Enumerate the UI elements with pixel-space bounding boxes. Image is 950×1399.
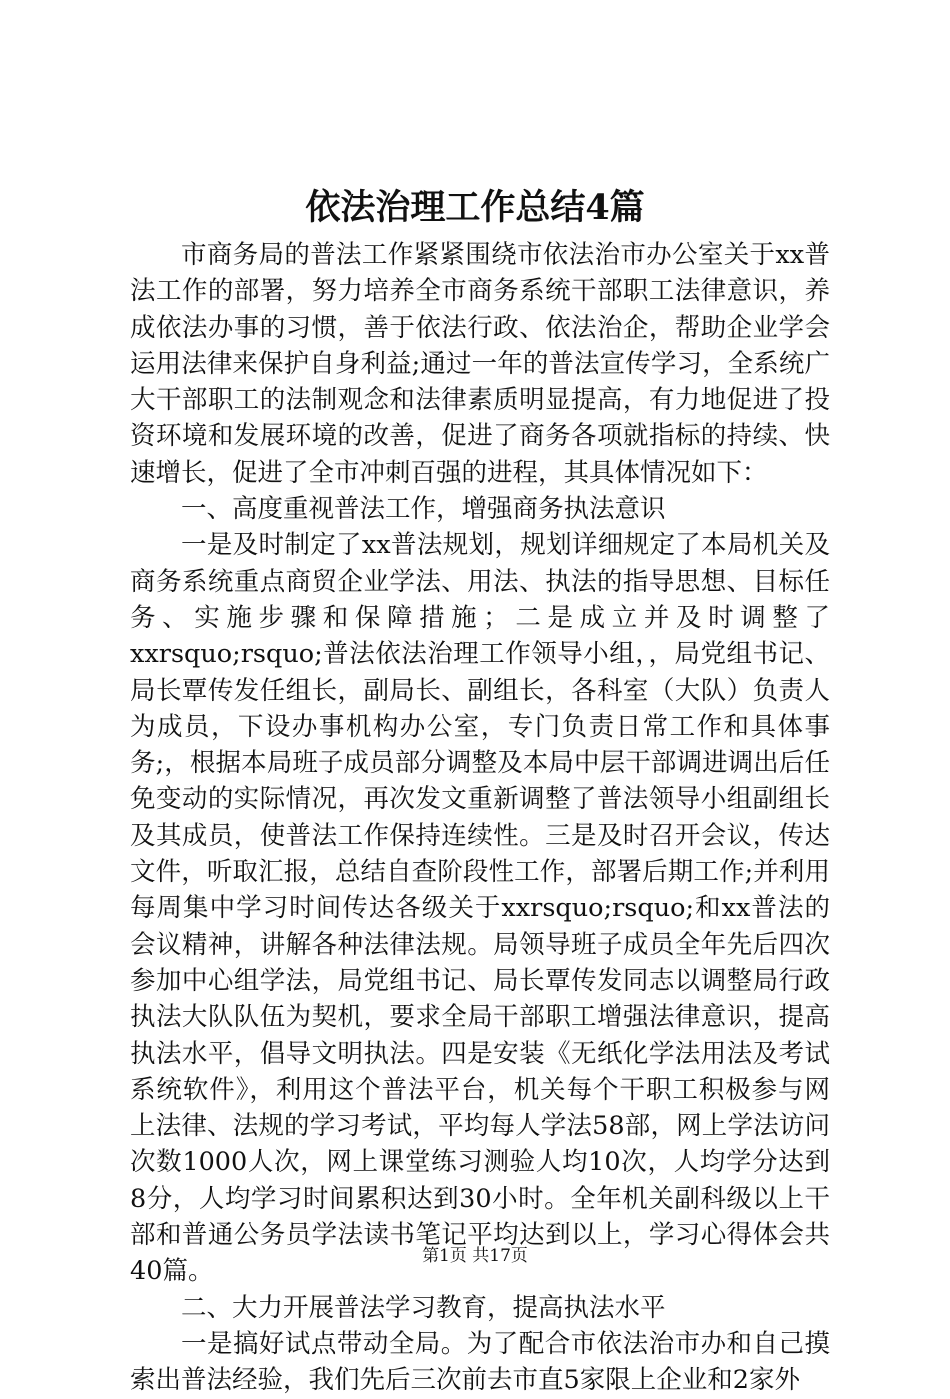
page-number-footer: 第1页 共17页 [422, 1246, 528, 1266]
document-body [130, 237, 830, 1399]
document-title: 依法治理工作总结4篇 [305, 187, 645, 228]
section-heading-2: 二、大力开展普法学习教育，提高执法水平 [181, 1292, 666, 1323]
body-paragraph-intro: 市商务局的普法工作紧紧围绕市依法治市办公室关于xx普法工作的部署，努力培养全市商务系统干部职工法律意识，养成依法办事的习惯，善于依法行政、依法治企，帮助企业学会运用法律来保护自身利益;通过一年的普法宣传学习，全系统广大干部职工的法制观念和法律素质明显提高，有力地促进了投资环境和发展环境的改善，促进了商务各项就指标的持续、快速增长，促进了全市冲刺百强的进程，其具体情况如下： [130, 240, 830, 488]
body-paragraph-section-1: 一是及时制定了xx普法规划，规划详细规定了本局机关及商务系统重点商贸企业学法、用法、执法的指导思想、目标任务、实施步骤和保障措施；二是成立并及时调整了xxrsquo;rsquo;普法依法治理工作领导小组，，局党组书记、局长覃传发任组长，副局长、副组长，各科室（大队）负责人为成员，下设办事机构办公室，专门负责日常工作和具体事务;，根据本局班子成员部分调整及本局中层干部调进调出后任免变动的实际情况，再次发文重新调整了普法领导小组副组长及其成员，使普法工作保持连续性。三是及时召开会议，传达文件，听取汇报，总结自查阶段性工作，部署后期工作;并利用每周集中学习时间传达各级关于xxrsquo;rsquo;和xx普法的会议精神，讲解各种法律法规。局领导班子成员全年先后四次参加中心组学法，局党组书记、局长覃传发同志以调整局行政执法大队队伍为契机，要求全局干部职工增强法律意识，提高执法水平，倡导文明执法。四是安装《无纸化学法用法及考试系统软件》，利用这个普法平台，机关每个干职工积极参与网上法律、法规的学习考试，平均每人学法58部，网上学法访问次数1000人次，网上课堂练习测验人均10次，人均学分达到8分，人均学习时间累积达到30小时。全年机关副科级以上干部和普通公务员学法读书笔记平均达到以上，学习心得体会共40篇。 [130, 530, 830, 1287]
body-paragraph-section-2: 一是搞好试点带动全局。为了配合市依法治市办和自己摸索出普法经验，我们先后三次前去市直5家限上企业和2家外 [130, 1328, 830, 1396]
section-heading-1: 一、高度重视普法工作，增强商务执法意识 [181, 494, 666, 525]
